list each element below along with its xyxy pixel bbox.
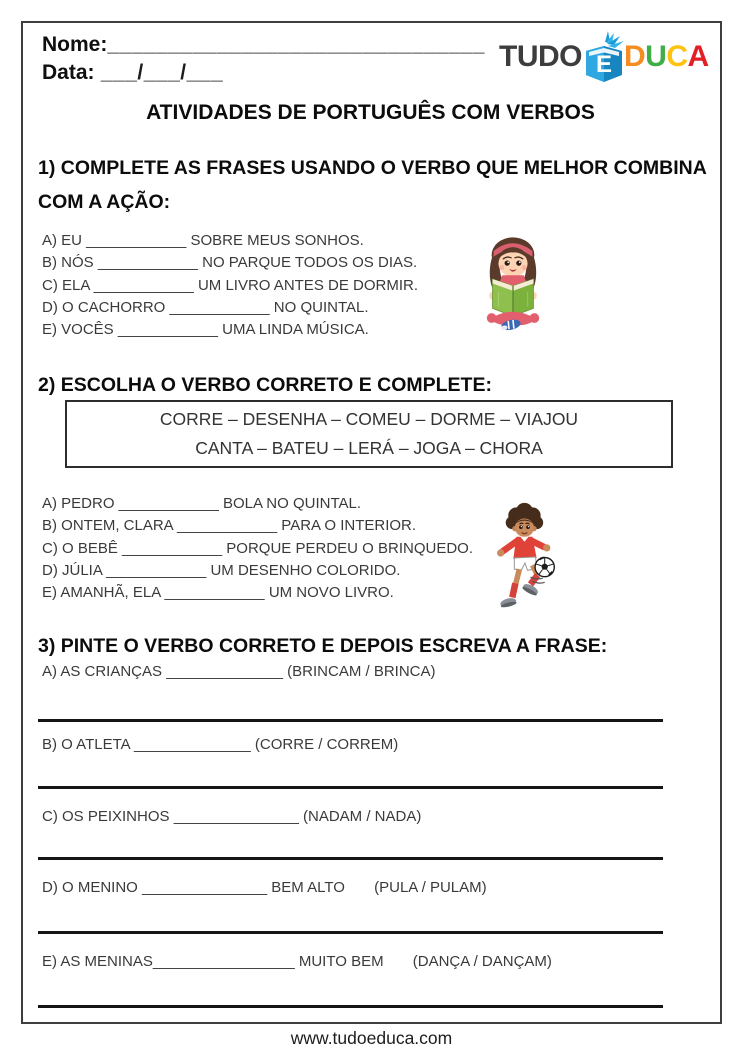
section2-heading: 2) ESCOLHA O VERBO CORRETO E COMPLETE: [38,374,492,396]
tudoeduca-logo [499,30,709,84]
answer-writing-line [38,1005,663,1008]
logo-letter-a: A [687,40,709,73]
boy-soccer-illustration [486,502,572,619]
exercise-sentence: C) ELA ____________ UM LIVRO ANTES DE DORMIR. [42,276,418,294]
exercise-sentence: D) O CACHORRO ____________ NO QUINTAL. [42,298,369,316]
exercise-sentence: E) AS MENINAS_________________ MUITO BEM (DANÇA / DANÇAM) [42,953,552,970]
date-blank-line: ___/___/___ [94,61,224,84]
exercise-sentence: D) JÚLIA ____________ UM DESENHO COLORIDO. [42,561,401,579]
section3-heading: 3) PINTE O VERBO CORRETO E DEPOIS ESCREVA A FRASE: [38,635,608,657]
logo-letter-c: C [666,40,688,73]
date-label: Data: [42,61,95,84]
exercise-sentence: C) OS PEIXINHOS _______________ (NADAM / NADA) [42,808,422,825]
name-blank-line: _______________________________ [107,33,485,56]
website-footer: www.tudoeduca.com [290,1028,453,1048]
answer-writing-line [38,931,663,934]
verb-word-bank [65,400,673,468]
exercise-sentence: D) O MENINO _______________ BEM ALTO (PULA / PULAM) [42,879,487,896]
exercise-sentence: A) EU ____________ SOBRE MEUS SONHOS. [42,232,364,249]
exercise-sentence: B) ONTEM, CLARA ____________ PARA O INTERIOR. [42,517,417,535]
exercise-sentence: A) AS CRIANÇAS ______________ (BRINCAM / BRINCA) [42,663,436,680]
logo-letter-d: D [624,40,646,73]
name-label: Nome: [42,33,108,56]
name-row [42,33,485,57]
logo-text-tudo: TUDO [499,40,582,73]
svg-text:E: E [595,51,613,78]
logo-letter-u: U [645,40,667,73]
section2-items [42,493,473,604]
open-book-icon [581,30,627,84]
girl-reading-illustration [479,236,547,339]
exercise-sentence: B) O ATLETA ______________ (CORRE / CORREM) [42,736,399,753]
exercise-sentence: E) VOCÊS ____________ UMA LINDA MÚSICA. [42,321,369,339]
section1-heading: 1) COMPLETE AS FRASES USANDO O VERBO QUE MELHOR COMBINA COM A AÇÃO: [38,157,707,213]
exercise-sentence: E) AMANHÃ, ELA ____________ UM NOVO LIVRO. [42,584,394,602]
exercise-sentence: A) PEDRO ____________ BOLA NO QUINTAL. [42,495,362,512]
word-bank-line2: CANTA – BATEU – LERÁ – JOGA – CHORA [195,438,543,458]
answer-writing-line [38,719,663,722]
exercise-sentence: C) O BEBÊ ____________ PORQUE PERDEU O BRINQUEDO. [42,539,473,557]
exercise-sentence: B) NÓS ____________ NO PARQUE TODOS OS DIAS. [42,254,418,272]
answer-writing-line [38,786,663,789]
answer-writing-line [38,857,663,860]
word-bank-line1: CORRE – DESENHA – COMEU – DORME – VIAJOU [159,409,579,429]
date-row [42,61,223,85]
page-title: ATIVIDADES DE PORTUGUÊS COM VERBOS [146,101,595,124]
section1-items [42,230,418,341]
